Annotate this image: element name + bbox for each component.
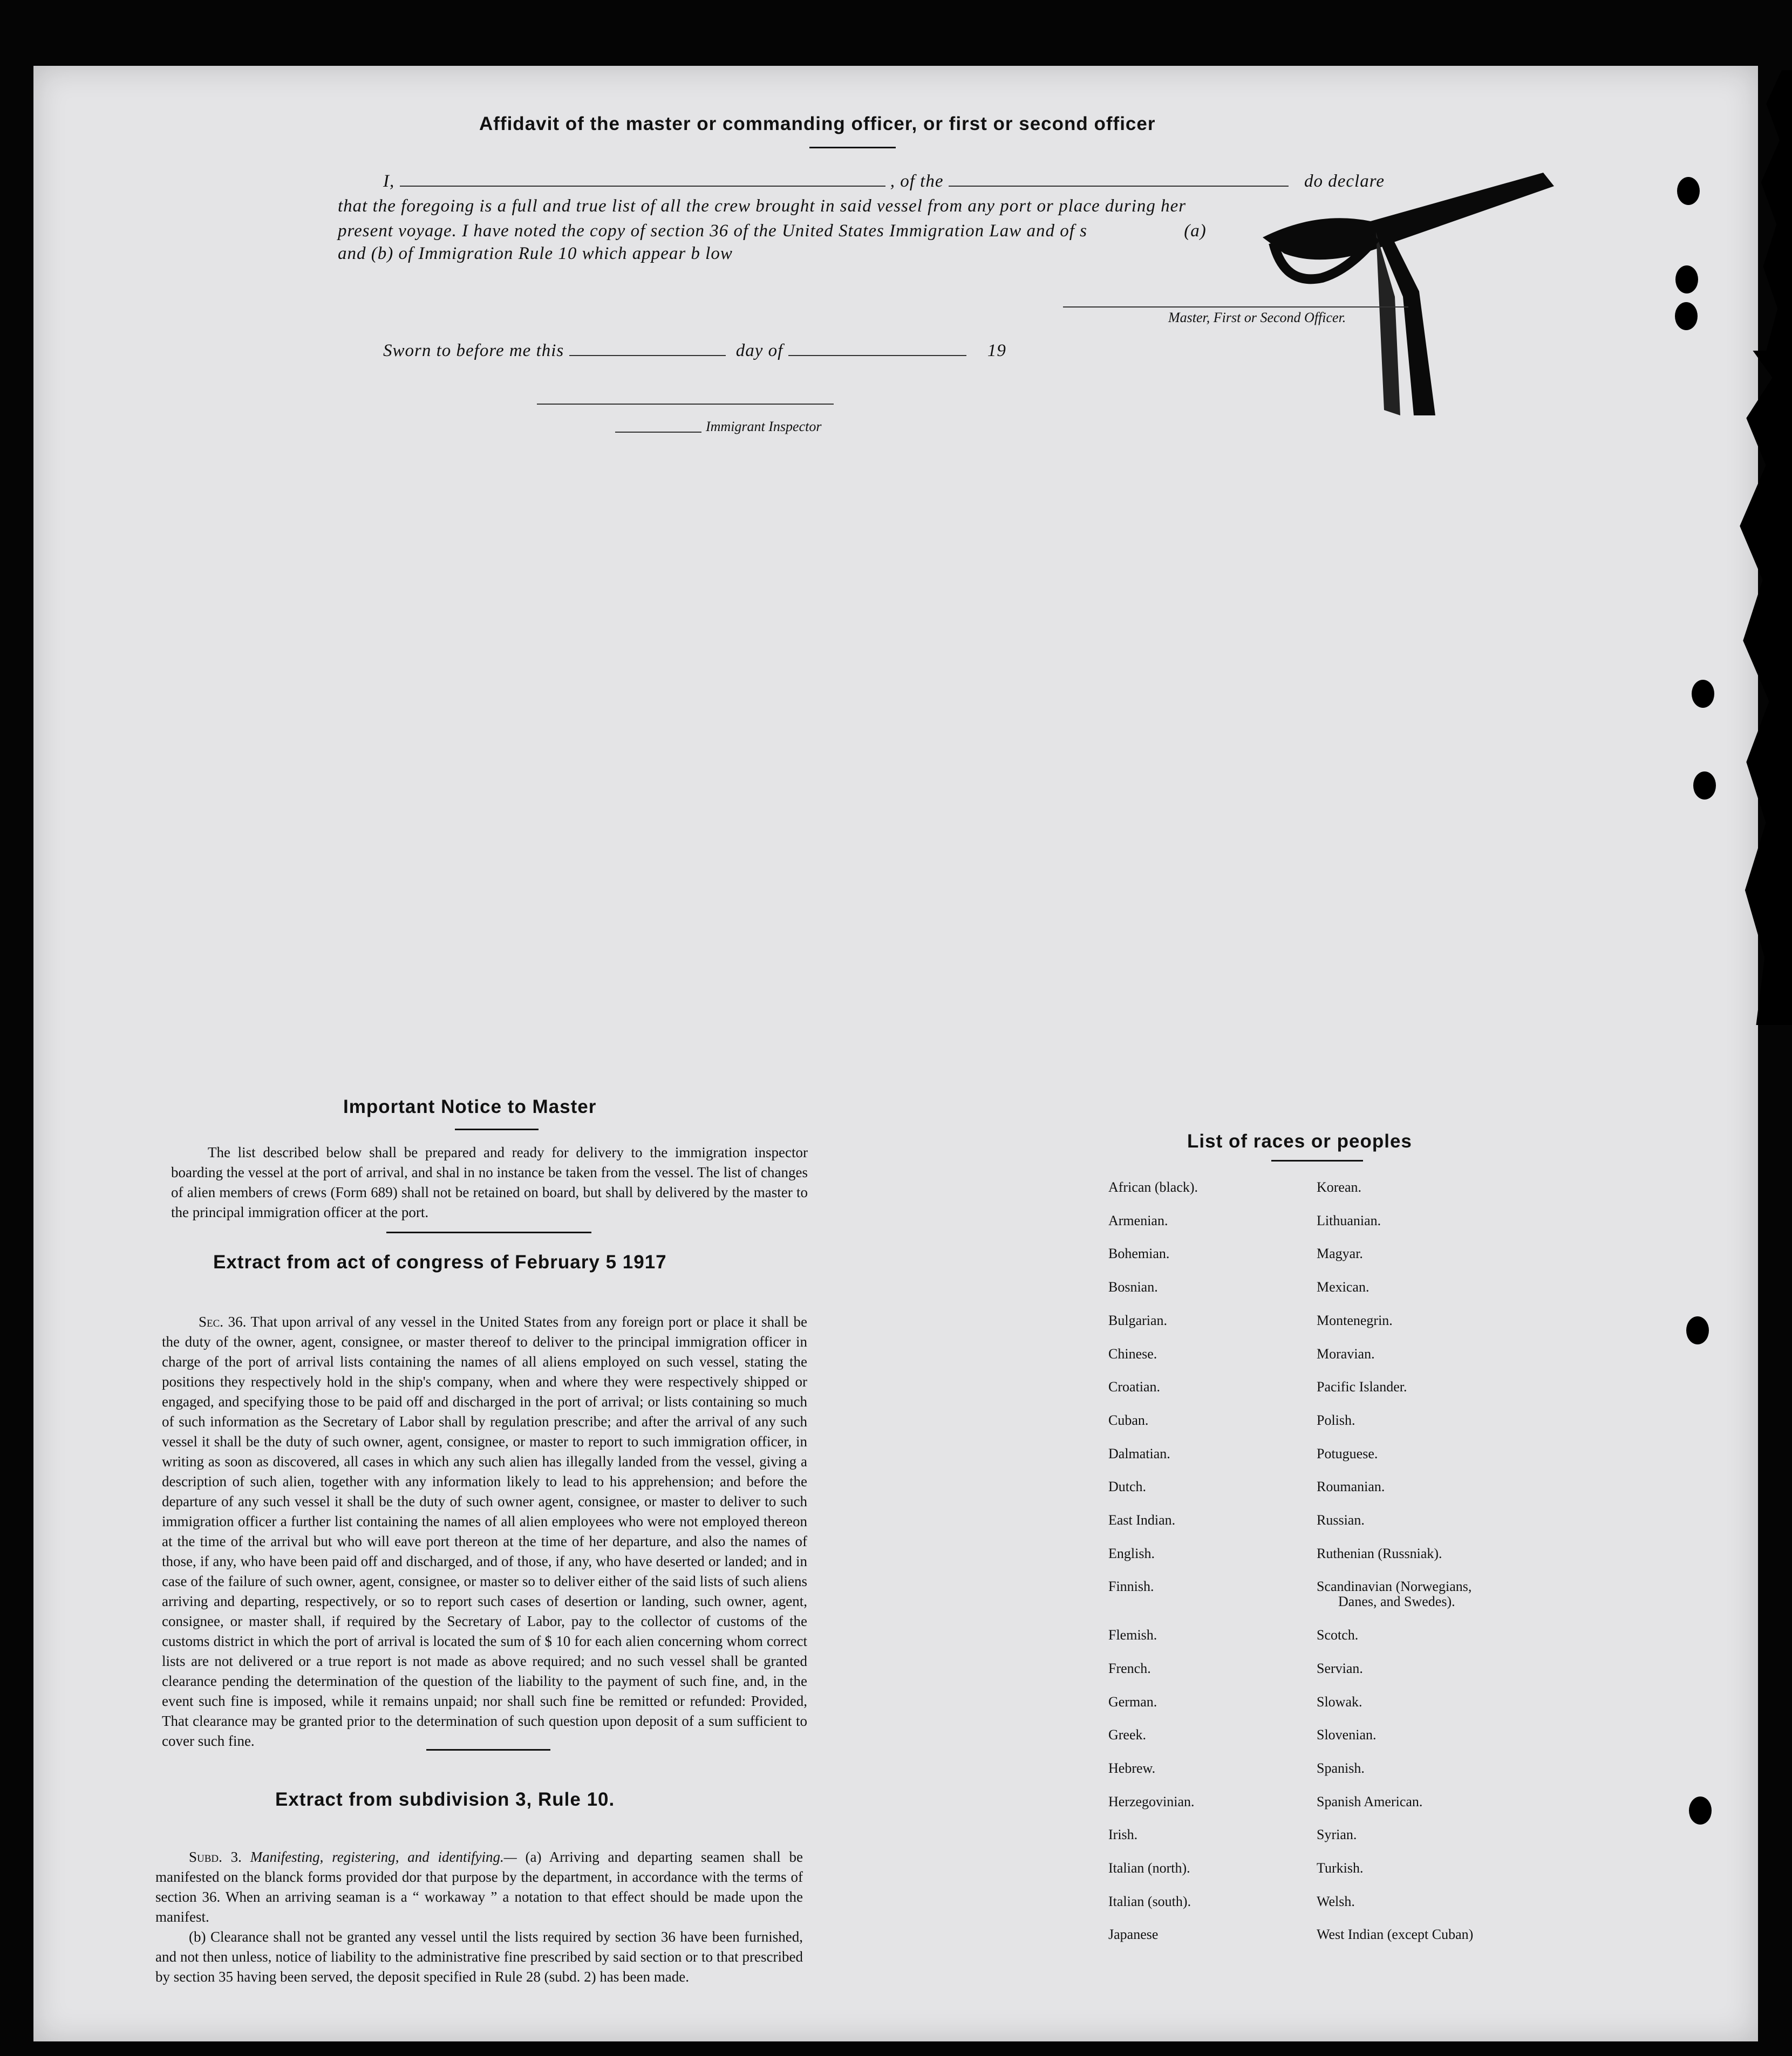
race-item: Armenian. (1108, 1212, 1168, 1228)
sworn-year: 19 (987, 341, 1006, 360)
extract1-text: That upon arrival of any vessel in the United States from any foreign port or place it shall be the duty of the owner, agent, consignee, or master thereof to deliver to the principal immigration officer in charge of the port of arrival lists containing the names of all aliens employed on such vessel, stating the positions they respectively hold in the ship's company, when and where they were respectively shipped or engaged, and specifying those to be paid off and discharged in the port of arrival; or lists containing so much of such information as the Secretary of Labor shall by regulation prescribe; and after the arrival of any such vessel it shall be the duty of such owner, agent, consignee, or master to report to such immigration officer, in writing as soon as discovered, all cases in which any such alien has illegally landed from the vessel, giving a description of such alien, together with any information likely to lead to his apprehension; and before the departure of any such vessel it shall be the duty of such owner agent, consignee, or master to deliver to such immigration officer a further list containing the names of all alien employees who were not employed thereon at the time of the arrival but who will eave port thereon at the time of her departure, and also the names of those, if any, who have been paid off and discharged, and of those, if any, who have deserted or landed; and in case of the failure of such owner, agent, consignee, or master so to deliver either of the said lists of such aliens arriving and departing, respectively, or so to report such cases of desertion or landing, such owner, agent, consignee, or master shall, if required by the Secretary of Labor, pay to the collector of customs of the customs district in which the port of arrival is located the sum of $ 10 for each alien concerning whom correct lists are not delivered or a true report is not made as above required; and no such vessel shall be granted clearance pending the determination of the question of the liability to the payment of such fine, and, in the event such fine is imposed, while it remains unpaid; nor shall such fine be remitted or refunded: Provided, That clearance may be granted prior to the determination of such question upon deposit of a sum sufficient to cover such fine. (162, 1314, 808, 1749)
race-item: Scandinavian (Norwegians, (1317, 1579, 1472, 1595)
race-item: Chinese. (1108, 1345, 1157, 1362)
race-item: Magyar. (1317, 1246, 1363, 1262)
race-item: Herzegovinian. (1108, 1793, 1195, 1809)
race-item: East Indian. (1108, 1512, 1176, 1528)
extract1-divider (426, 1749, 550, 1751)
extract2-title: Extract from subdivision 3, Rule 10. (275, 1789, 615, 1810)
race-item: Lithuanian. (1317, 1212, 1381, 1228)
extract2-subd-label: Subd. 3. (189, 1849, 242, 1865)
punch-hole-6 (1686, 1316, 1709, 1344)
race-item: Hebrew. (1108, 1760, 1156, 1776)
race-item: French. (1108, 1660, 1151, 1676)
race-item: Irish. (1108, 1827, 1138, 1843)
race-item: English. (1108, 1545, 1155, 1561)
race-item: Roumanian. (1317, 1479, 1385, 1495)
extract2-subd-heading: Manifesting, registering, and identifying.— (250, 1849, 517, 1865)
inspector-label: Immigrant Inspector (706, 419, 822, 434)
race-item: Ruthenian (Russniak). (1317, 1545, 1442, 1561)
extract1-title: Extract from act of congress of February 5 1917 (213, 1252, 667, 1273)
race-item: Flemish. (1108, 1627, 1157, 1643)
affidavit-line-4: and (b) of Immigration Rule 10 which appear b low (338, 244, 733, 263)
race-item: Russian. (1317, 1512, 1365, 1528)
signature-line (1063, 306, 1408, 308)
race-item: Syrian. (1317, 1827, 1357, 1843)
affidavit-line-1 (383, 172, 1408, 192)
race-item: Italian (north). (1108, 1860, 1190, 1876)
signature-label: Master, First or Second Officer. (1168, 310, 1346, 325)
race-item: Dutch. (1108, 1479, 1147, 1495)
affidavit-i: I, (383, 172, 395, 191)
punch-hole-1 (1677, 177, 1700, 205)
race-item: Slovenian. (1317, 1727, 1377, 1743)
extract2-body (155, 1847, 803, 1927)
sworn-month-blank (788, 354, 966, 356)
race-item: Turkish. (1317, 1860, 1364, 1876)
race-item: Moravian. (1317, 1345, 1375, 1362)
punch-hole-2 (1675, 265, 1698, 293)
races-title-underline (1271, 1160, 1363, 1162)
race-item: Japanese (1108, 1927, 1159, 1943)
affidavit-title: Affidavit of the master or commanding officer, or first or second officer (479, 113, 1156, 134)
race-item: Servian. (1317, 1660, 1363, 1676)
race-item: West Indian (except Cuban) (1317, 1927, 1474, 1943)
inspector-short-line (615, 432, 701, 433)
race-item: Greek. (1108, 1727, 1147, 1743)
race-item: Montenegrin. (1317, 1312, 1393, 1328)
extract2-body-b: (b) Clearance shall not be granted any vessel until the lists required by section 36 have been furnished, and not then unless, notice of liability to the administrative fine prescribed by said section or to that prescribed by section 35 having been served, the deposit specified in Rule 28 (subd. 2) has been made. (155, 1929, 803, 1985)
race-item: Bohemian. (1108, 1246, 1170, 1262)
race-item: Scotch. (1317, 1627, 1359, 1643)
name-blank (400, 185, 885, 187)
race-item: Welsh. (1317, 1893, 1355, 1909)
race-item: Bosnian. (1108, 1279, 1158, 1295)
sworn-day-of: day of (735, 341, 783, 360)
race-item: Croatian. (1108, 1379, 1161, 1395)
punch-hole-5 (1693, 771, 1716, 800)
affidavit-line-2: that the foregoing is a full and true list of all the crew brought in said vessel from any port or place during her (338, 196, 1187, 216)
affidavit-line-3-text: present voyage. I have noted the copy of section 36 of the United States Immigration Law and of s (338, 221, 1087, 241)
punch-hole-4 (1692, 680, 1714, 708)
race-item: Finnish. (1108, 1579, 1154, 1595)
race-item: Spanish American. (1317, 1793, 1423, 1809)
extract1-body (162, 1312, 807, 1751)
race-item: Spanish. (1317, 1760, 1365, 1776)
extract2-text-a: (a) Arriving and departing seamen shall be manifested on the blanck forms provided dor that purpose by the department, in accordance with the terms of section 36. When an arriving seaman is a “ workaway ” a notation to that effect should be made upon the manifest. (155, 1849, 803, 1925)
affidavit-line-3 (338, 221, 1417, 241)
inspector-signature-line (537, 404, 834, 405)
race-item-continuation: Danes, and Swedes). (1338, 1594, 1455, 1610)
race-item: Korean. (1317, 1179, 1362, 1195)
race-item: Mexican. (1317, 1279, 1369, 1295)
race-item: Dalmatian. (1108, 1445, 1170, 1461)
race-item: Pacific Islander. (1317, 1379, 1407, 1395)
race-item: Polish. (1317, 1412, 1355, 1428)
punch-hole-3 (1675, 302, 1698, 330)
race-item: Slowak. (1317, 1693, 1362, 1710)
notice-text: The list described below shall be prepared and ready for delivery to the immigration inspector boarding the vessel at the port of arrival, and shal in no instance be taken from the vessel. The list of changes of alien members of crews (Form 689) shall not be retained on board, but shall by delivered by the master to the principal immigration officer at the port. (171, 1144, 808, 1220)
affidavit-line-3-tail: (a) (1184, 221, 1207, 241)
race-item: Cuban. (1108, 1412, 1149, 1428)
notice-title: Important Notice to Master (343, 1096, 597, 1117)
affidavit-do-declare: do declare (1304, 172, 1385, 191)
extract1-section-label: Sec. 36. (199, 1314, 247, 1330)
sworn-line (383, 341, 1006, 361)
race-item: African (black). (1108, 1179, 1198, 1195)
race-item: German. (1108, 1693, 1157, 1710)
sworn-day-blank (569, 354, 726, 356)
sworn-text: Sworn to before me this (383, 341, 564, 360)
notice-divider (386, 1232, 591, 1233)
vessel-blank (949, 185, 1289, 187)
affidavit-of-the: , of the (890, 172, 944, 191)
race-item: Bulgarian. (1108, 1312, 1168, 1328)
race-item: Potuguese. (1317, 1445, 1378, 1461)
notice-title-underline (455, 1129, 539, 1130)
races-title: List of races or peoples (1187, 1131, 1412, 1152)
affidavit-title-underline (809, 147, 896, 148)
punch-hole-7 (1689, 1797, 1712, 1825)
race-item: Italian (south). (1108, 1893, 1191, 1909)
